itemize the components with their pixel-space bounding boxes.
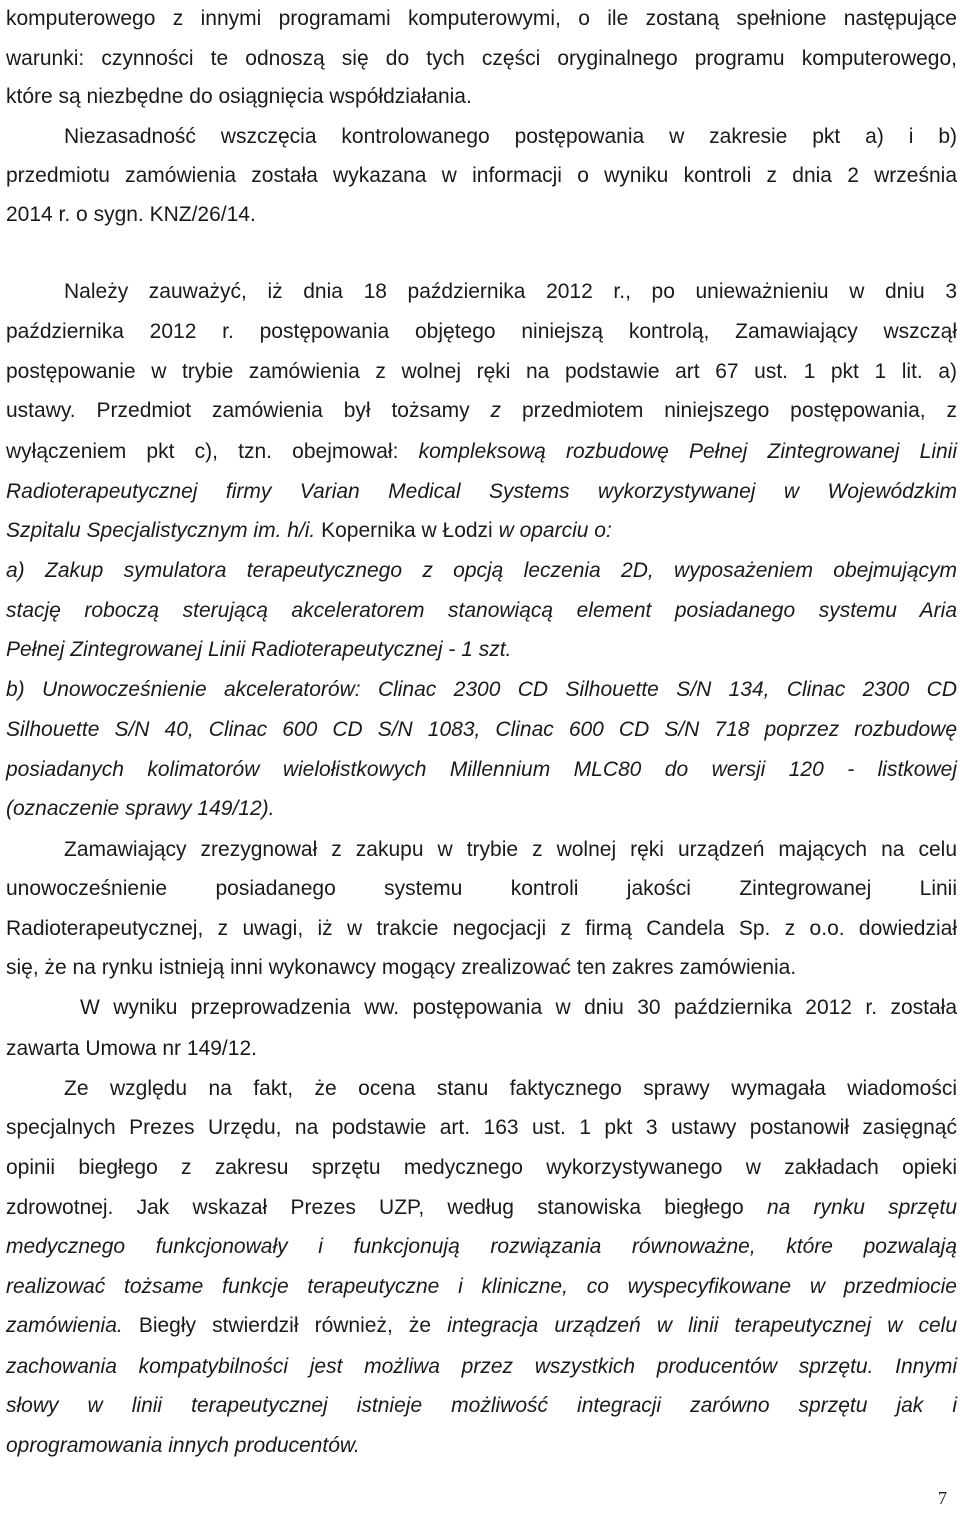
text-line	[6, 591, 957, 631]
text-run: przedmiotem niniejszego postępowania, z	[501, 399, 957, 422]
text-line	[6, 352, 957, 392]
text-line	[6, 312, 957, 352]
italic-text-run: realizować tożsame funkcje terapeutyczne i kliniczne, co wyspecyfikowane w przedmiocie	[6, 1275, 957, 1298]
italic-text-run: słowy w linii terapeutycznej istnieje możliwość integracji zarówno sprzętu jak i	[6, 1394, 957, 1417]
text-run: opinii biegłego z zakresu sprzętu medycznego wykorzystywanego w zakładach opieki	[6, 1156, 957, 1179]
italic-text-run: w oparciu o:	[498, 519, 612, 542]
text-line	[6, 670, 957, 710]
italic-text-run: na rynku sprzętu	[766, 1196, 957, 1219]
italic-text-run: Radioterapeutycznej firmy Varian Medical Systems wykorzystywanej w Wojewódzkim	[6, 480, 957, 503]
text-run: komputerowego z innymi programami komputerowymi, o ile zostaną spełnione następujące	[6, 7, 957, 30]
text-line	[6, 472, 957, 512]
text-line	[6, 1426, 957, 1466]
text-run: W wyniku przeprowadzenia ww. postępowania w dniu 30 października 2012 r. została	[80, 996, 957, 1019]
text-line	[6, 551, 957, 591]
text-line	[6, 1188, 957, 1228]
text-line	[64, 830, 957, 870]
text-run: Zamawiający zrezygnował z zakupu w trybie z wolnej ręki urządzeń mających na celu	[64, 838, 957, 861]
text-line	[6, 869, 957, 909]
text-line	[6, 1108, 957, 1148]
italic-text-run: zachowania kompatybilności jest możliwa przez wszystkich producentów sprzętu. Innymi	[6, 1355, 957, 1378]
italic-text-run: kompleksową rozbudowę Pełnej Zintegrowanej Linii	[418, 440, 957, 463]
text-run: Kopernika w Łodzi	[315, 519, 499, 542]
text-line	[80, 988, 957, 1028]
text-line	[6, 1227, 957, 1267]
italic-text-run: medycznego funkcjonowały i funkcjonują rozwiązania równoważne, które pozwalają	[6, 1235, 957, 1258]
text-run: wyłączeniem pkt c), tzn. obejmował:	[6, 440, 419, 463]
italic-text-run: Pełnej Zintegrowanej Linii Radioterapeutycznej - 1 szt.	[6, 638, 512, 661]
text-run: zdrowotnej. Jak wskazał Prezes UZP, według stanowiska biegłego	[6, 1196, 767, 1219]
text-line	[6, 1267, 957, 1307]
text-line	[6, 1029, 957, 1069]
italic-text-run: z	[490, 399, 502, 422]
italic-text-run: integracja urządzeń w linii terapeutycznej w celu	[447, 1314, 958, 1337]
italic-text-run: stację roboczą sterującą akceleratorem stanowiącą element posiadanego systemu Aria	[6, 599, 957, 622]
text-line	[6, 39, 957, 79]
text-run: zawarta Umowa nr 149/12.	[6, 1037, 257, 1060]
text-run: Niezasadność wszczęcia kontrolowanego postępowania w zakresie pkt a) i b)	[64, 125, 957, 148]
text-line	[6, 948, 957, 988]
text-run: przedmiotu zamówienia została wykazana w informacji o wyniku kontroli z dnia 2 września	[6, 164, 957, 187]
text-line	[6, 750, 957, 790]
text-line	[6, 156, 957, 196]
text-line	[6, 0, 957, 39]
italic-text-run: (oznaczenie sprawy 149/12).	[6, 797, 275, 820]
text-run: 2014 r. o sygn. KNZ/26/14.	[6, 203, 256, 226]
text-run: specjalnych Prezes Urzędu, na podstawie art. 163 ust. 1 pkt 3 ustawy postanowił zasięgnąć	[6, 1116, 957, 1139]
text-run: warunki: czynności te odnoszą się do tych części oryginalnego programu komputerowego,	[6, 47, 957, 70]
text-line	[6, 1306, 957, 1346]
text-run: ustawy. Przedmiot zamówienia był tożsamy	[6, 399, 491, 422]
text-line	[6, 511, 957, 551]
text-run: unowocześnienie posiadanego systemu kontroli jakości Zintegrowanej Linii	[6, 877, 957, 900]
text-line	[6, 391, 957, 431]
text-line	[6, 630, 957, 670]
text-line	[6, 909, 957, 949]
text-line	[64, 117, 957, 157]
text-line	[6, 432, 957, 472]
italic-text-run: Silhouette S/N 40, Clinac 600 CD S/N 1083, Clinac 600 CD S/N 718 poprzez rozbudowę	[6, 718, 957, 741]
text-run: Ze względu na fakt, że ocena stanu faktycznego sprawy wymagała wiadomości	[64, 1077, 957, 1100]
italic-text-run: Szpitalu Specjalistycznym im. h/i.	[6, 519, 316, 542]
page-number: 7	[938, 1488, 947, 1508]
text-run: postępowanie w trybie zamówienia z wolnej ręki na podstawie art 67 ust. 1 pkt 1 lit. a)	[6, 360, 957, 383]
text-line	[6, 1386, 957, 1426]
text-line	[6, 1347, 957, 1387]
text-run: października 2012 r. postępowania objętego niniejszą kontrolą, Zamawiający wszczął	[6, 320, 957, 343]
italic-text-run: b) Unowocześnienie akceleratorów: Clinac 2300 CD Silhouette S/N 134, Clinac 2300 CD	[6, 678, 957, 701]
text-run: Należy zauważyć, iż dnia 18 października 2012 r., po unieważnieniu w dniu 3	[64, 280, 957, 303]
italic-text-run: posiadanych kolimatorów wielołistkowych Millennium MLC80 do wersji 120 - listkowej	[6, 758, 957, 781]
italic-text-run: oprogramowania innych producentów.	[6, 1434, 360, 1457]
text-line	[6, 77, 957, 117]
text-line	[6, 1148, 957, 1188]
text-run: Biegły stwierdził również, że	[122, 1314, 448, 1337]
text-line	[64, 272, 957, 312]
text-line	[6, 195, 957, 235]
text-run: Radioterapeutycznej, z uwagi, iż w trakcie negocjacji z firmą Candela Sp. z o.o. dowiedział	[6, 917, 957, 940]
text-line	[6, 789, 957, 829]
text-line	[64, 1069, 957, 1109]
text-run: się, że na rynku istnieją inni wykonawcy mogący zrealizować ten zakres zamówienia.	[6, 956, 797, 979]
text-run: które są niezbędne do osiągnięcia współdziałania.	[6, 85, 472, 108]
italic-text-run: zamówienia.	[6, 1314, 123, 1337]
italic-text-run: a) Zakup symulatora terapeutycznego z opcją leczenia 2D, wyposażeniem obejmującym	[6, 559, 957, 582]
text-line	[6, 710, 957, 750]
